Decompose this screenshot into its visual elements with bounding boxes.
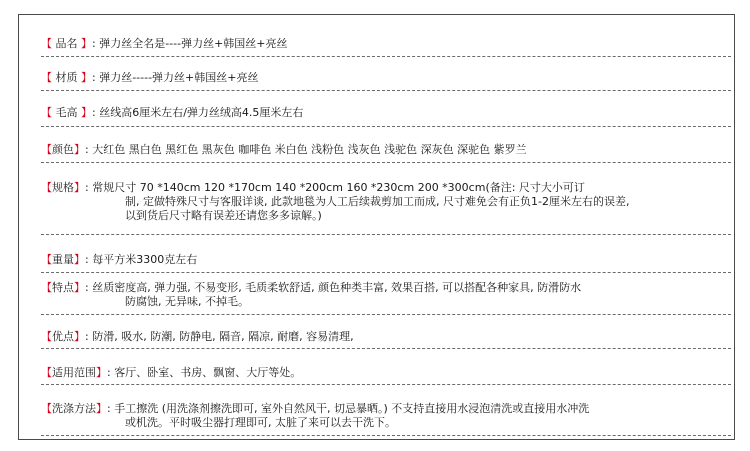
row-value: 防滑, 吸水, 防潮, 防静电, 隔音, 隔凉, 耐磨, 容易清理,	[92, 330, 354, 343]
row-value: 弹力丝全名是----弹力丝+韩国丝+亮丝	[99, 37, 288, 50]
row-label: 【 毛高 】	[41, 106, 92, 119]
row-value: 丝质密度高, 弹力强, 不易变形, 毛质柔软舒适, 颜色种类丰富, 效果百搭, 可以搭配各种家具, 防滑防水	[92, 281, 582, 294]
row-label: 【特点】	[41, 281, 85, 294]
row-value: 手工擦洗 (用洗涤剂擦洗即可, 室外自然风干, 切忌暴晒。) 不支持直接用水浸泡清洗或直接用水冲洗	[114, 402, 590, 415]
row-label: 【重量】	[41, 253, 85, 266]
row-label: 【规格】	[41, 181, 85, 194]
row-advantages: 【优点】: 防滑, 吸水, 防潮, 防静电, 隔音, 隔凉, 耐磨, 容易清理,	[41, 330, 731, 349]
row-label: 【 材质 】	[41, 71, 92, 84]
row-value: 弹力丝-----弹力丝+韩国丝+亮丝	[99, 71, 259, 84]
row-applicable-scope: 【适用范围】: 客厅、卧室、书房、飘窗、大厅等处。	[41, 366, 731, 385]
product-details-panel	[18, 14, 735, 440]
row-colors: 【颜色】: 大红色 黑白色 黑红色 黑灰色 咖啡色 米白色 浅粉色 浅灰色 浅驼色 深灰色 深驼色 紫罗兰	[41, 143, 731, 163]
row-product-name: 【 品名 】: 弹力丝全名是----弹力丝+韩国丝+亮丝	[41, 37, 731, 57]
row-value-continued: 或机洗。平时吸尘器打理即可, 太脏了来可以去干洗下。	[125, 416, 396, 429]
row-label: 【洗涤方法】	[41, 402, 107, 415]
row-value: 丝线高6厘米左右/弹力丝绒高4.5厘米左右	[99, 106, 304, 119]
row-value: 每平方米3300克左右	[92, 253, 198, 266]
row-value: 大红色 黑白色 黑红色 黑灰色 咖啡色 米白色 浅粉色 浅灰色 浅驼色 深灰色 深驼色 紫罗兰	[92, 143, 527, 156]
row-pile-height: 【 毛高 】: 丝线高6厘米左右/弹力丝绒高4.5厘米左右	[41, 106, 731, 127]
row-value: 客厅、卧室、书房、飘窗、大厅等处。	[114, 366, 302, 379]
row-features: 【特点】: 丝质密度高, 弹力强, 不易变形, 毛质柔软舒适, 颜色种类丰富, 效果百搭, 可以搭配各种家具, 防滑防水 防腐蚀, 无异味, 不掉毛。	[41, 281, 731, 315]
row-material: 【 材质 】: 弹力丝-----弹力丝+韩国丝+亮丝	[41, 71, 731, 91]
row-label: 【适用范围】	[41, 366, 107, 379]
row-value: 常规尺寸 70 *140cm 120 *170cm 140 *200cm 160 *230cm 200 *300cm(备注: 尺寸大小可订	[92, 181, 585, 194]
row-value-continued: 防腐蚀, 无异味, 不掉毛。	[125, 295, 249, 308]
row-label: 【 品名 】	[41, 37, 92, 50]
row-label: 【颜色】	[41, 143, 85, 156]
row-value-continued: 以到货后尺寸略有误差还请您多多谅解。)	[125, 209, 322, 222]
row-washing-method: 【洗涤方法】: 手工擦洗 (用洗涤剂擦洗即可, 室外自然风干, 切忌暴晒。) 不支持直接用水浸泡清洗或直接用水冲洗 或机洗。平时吸尘器打理即可, 太脏了来可以去干洗下。	[41, 402, 731, 436]
row-label: 【优点】	[41, 330, 85, 343]
row-weight: 【重量】: 每平方米3300克左右	[41, 253, 731, 273]
row-specifications: 【规格】: 常规尺寸 70 *140cm 120 *170cm 140 *200cm 160 *230cm 200 *300cm(备注: 尺寸大小可订 制, 定做特殊尺寸与客服详谈, 此款地毯为人工后续裁剪加工而成, 尺寸难免会有正负1-2厘米左右的误差, 以到货后尺寸略有误差还请您多多谅解。)	[41, 181, 731, 235]
row-value-continued: 制, 定做特殊尺寸与客服详谈, 此款地毯为人工后续裁剪加工而成, 尺寸难免会有正负1-2厘米左右的误差,	[125, 195, 630, 208]
